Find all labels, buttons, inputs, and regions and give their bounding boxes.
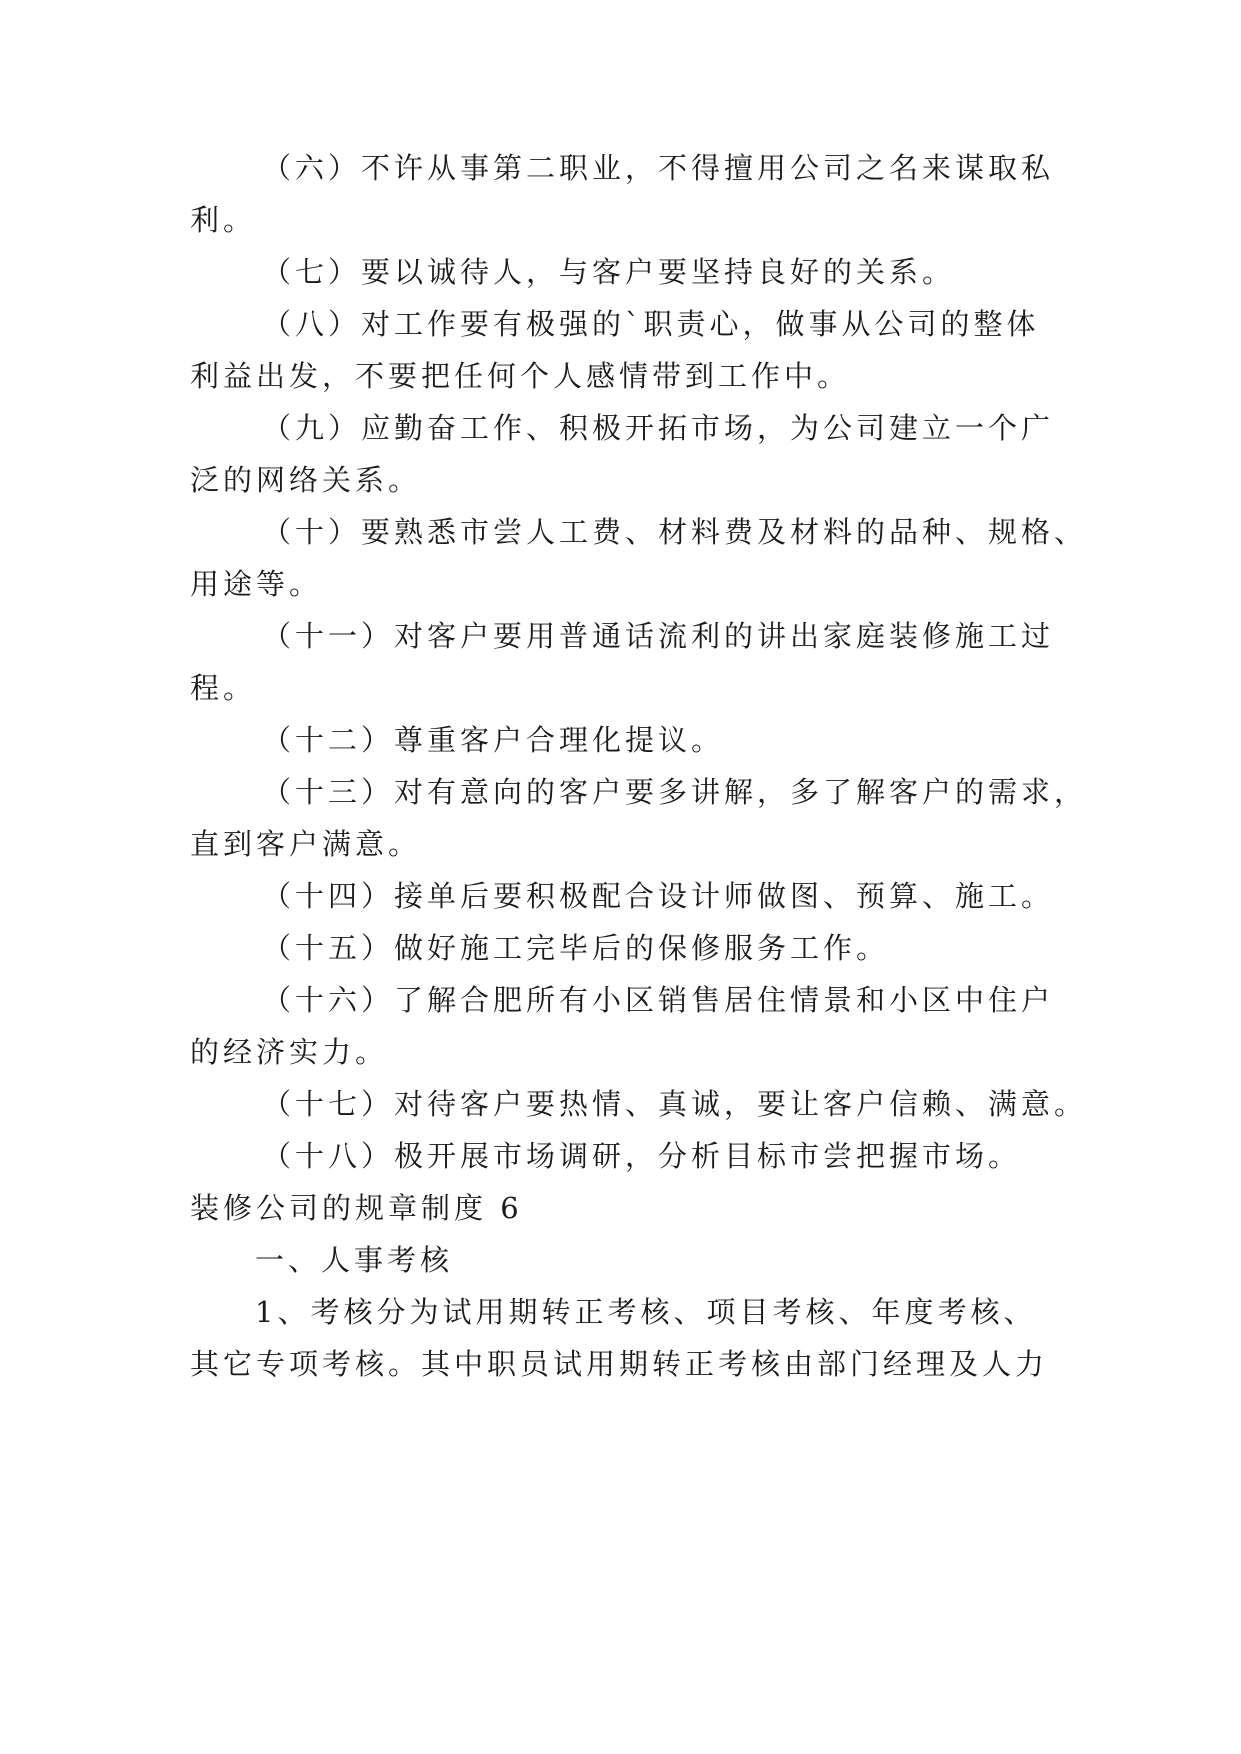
paragraph-line: （九）应勤奋工作、积极开拓市场，为公司建立一个广 [262,411,1055,445]
paragraph-line: 其它专项考核。其中职员试用期转正考核由部门经理及人力 [190,1347,1049,1381]
paragraph-line: （十三）对有意向的客户要多讲解，多了解客户的需求， [262,775,1088,809]
paragraph-line: 利。 [190,203,257,237]
paragraph-line: 程。 [190,671,257,705]
paragraph-line: （十二）尊重客户合理化提议。 [262,723,725,757]
paragraph-line: （十六）了解合肥所有小区销售居住情景和小区中住户 [262,983,1055,1017]
paragraph-line: 的经济实力。 [190,1035,389,1069]
paragraph-line: （十四）接单后要积极配合设计师做图、预算、施工。 [262,879,1055,913]
paragraph-line: 1、考核分为试用期转正考核、项目考核、年度考核、 [255,1295,1037,1329]
paragraph-line: 直到客户满意。 [190,827,422,861]
paragraph-line: （十七）对待客户要热情、真诚，要让客户信赖、满意。 [262,1087,1088,1121]
section-heading: 装修公司的规章制度 6 [190,1191,523,1225]
paragraph-line: （十八）极开展市场调研，分析目标市尝把握市场。 [262,1139,1022,1173]
paragraph-line: （十五）做好施工完毕后的保修服务工作。 [262,931,890,965]
paragraph-line: 利益出发，不要把任何个人感情带到工作中。 [190,359,851,393]
subsection-heading: 一、人事考核 [255,1243,454,1277]
paragraph-line: （七）要以诚待人，与客户要坚持良好的关系。 [262,255,956,289]
paragraph-line: （八）对工作要有极强的`职责心，做事从公司的整体 [262,307,1040,341]
paragraph-line: 用途等。 [190,567,323,601]
paragraph-line: 泛的网络关系。 [190,463,422,497]
paragraph-line: （十一）对客户要用普通话流利的讲出家庭装修施工过 [262,619,1055,653]
paragraph-line: （十）要熟悉市尝人工费、材料费及材料的品种、规格、 [262,515,1088,549]
paragraph-line: （六）不许从事第二职业，不得擅用公司之名来谋取私 [262,151,1055,185]
